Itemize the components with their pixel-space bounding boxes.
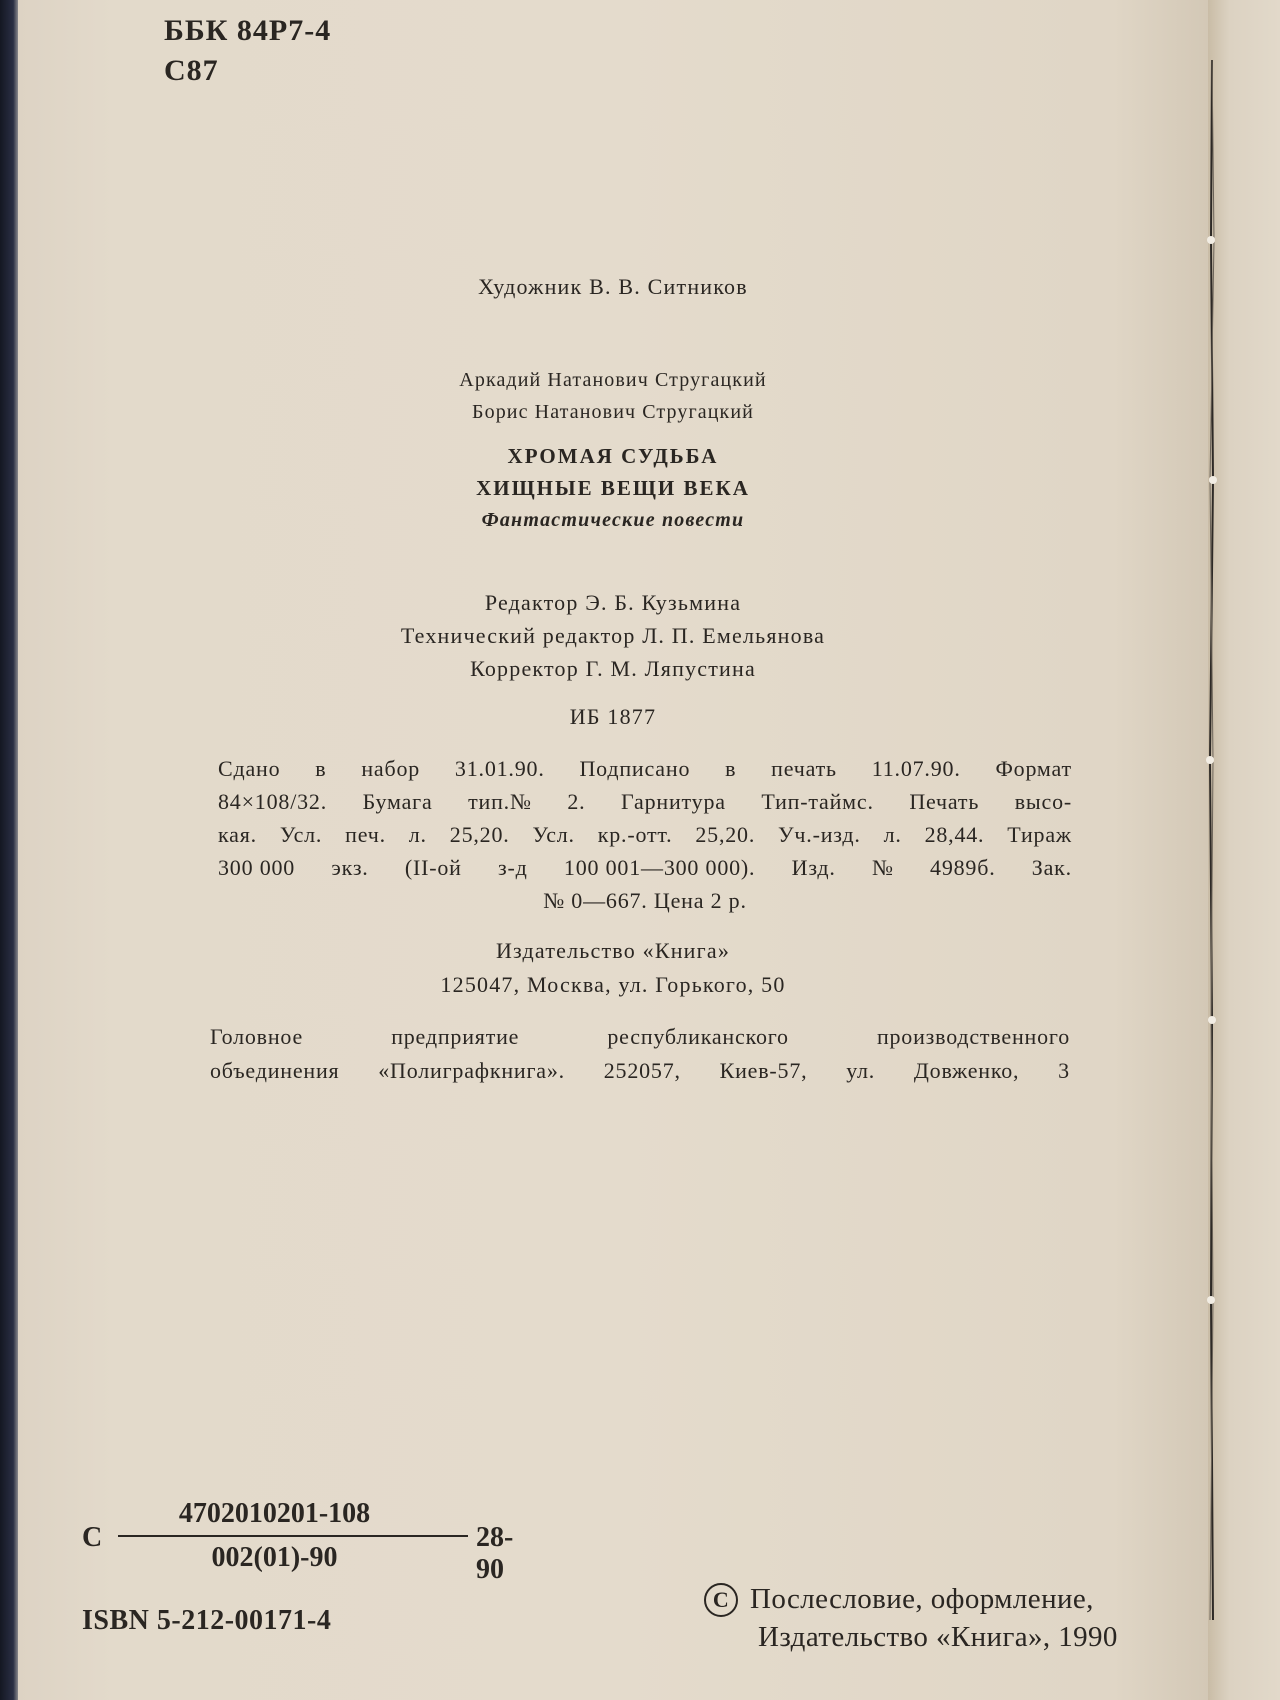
printer-word: производственного bbox=[876, 1024, 1070, 1049]
printer-word: 252057, bbox=[603, 1058, 681, 1083]
ib-number: ИБ 1877 bbox=[569, 704, 657, 729]
binding-thread-icon bbox=[1198, 60, 1226, 1620]
imprint-word: в bbox=[725, 756, 737, 781]
printer-word: Довженко, bbox=[913, 1058, 1020, 1083]
author-mark-code: С87 bbox=[164, 54, 219, 87]
copyright-notice bbox=[704, 1580, 1118, 1656]
isbn: ISBN 5-212-00171-4 bbox=[82, 1605, 332, 1636]
imprint-word: набор bbox=[361, 756, 421, 781]
printer-word: Киев-57, bbox=[719, 1058, 808, 1083]
catalog-index-denominator: 002(01)-90 bbox=[211, 1542, 338, 1573]
imprint-word: № bbox=[871, 855, 894, 880]
copyright-line-2: Издательство «Книга», 1990 bbox=[758, 1621, 1118, 1653]
technical-editor-credit: Технический редактор Л. П. Емельянова bbox=[400, 623, 826, 648]
imprint-word: Сдано bbox=[218, 756, 281, 781]
imprint-line bbox=[218, 785, 1072, 818]
printer-word: Головное bbox=[210, 1024, 304, 1049]
imprint-word: печ. bbox=[345, 822, 386, 847]
imprint-word: Усл. bbox=[279, 822, 323, 847]
printer-word: республиканского bbox=[607, 1024, 789, 1049]
book-subtitle: Фантастические повести bbox=[481, 509, 745, 531]
imprint-word: з-д bbox=[498, 855, 528, 880]
publisher-name: Издательство «Книга» bbox=[495, 938, 731, 963]
imprint-word: в bbox=[315, 756, 327, 781]
imprint-word: Формат bbox=[995, 756, 1072, 781]
copyright-line-1 bbox=[704, 1580, 1118, 1618]
imprint-word: 100 001—300 000). bbox=[563, 855, 756, 880]
imprint-word: Уч.-изд. bbox=[778, 822, 861, 847]
imprint-word: высо- bbox=[1014, 789, 1072, 814]
editor-credit: Редактор Э. Б. Кузьмина bbox=[484, 590, 742, 615]
fraction-bar bbox=[118, 1535, 468, 1537]
imprint-word: (II-ой bbox=[404, 855, 462, 880]
printer-block bbox=[210, 1020, 1070, 1088]
bbk-code: ББК 84Р7-4 bbox=[164, 14, 332, 47]
copyright-icon: C bbox=[704, 1583, 738, 1617]
book-title-1: ХРОМАЯ СУДЬБА bbox=[507, 444, 719, 468]
copyright-text-1: Послесловие, оформление, bbox=[750, 1583, 1094, 1615]
printer-word: предприятие bbox=[391, 1024, 520, 1049]
printer-word: объединения bbox=[210, 1058, 340, 1083]
author-line-1: Аркадий Натанович Стругацкий bbox=[459, 369, 767, 391]
imprint-word: 11.07.90. bbox=[871, 756, 961, 781]
imprint-word: Подписано bbox=[579, 756, 691, 781]
imprint-word: кая. bbox=[218, 822, 257, 847]
imprint-line bbox=[218, 818, 1072, 851]
imprint-order-price: № 0—667. Цена 2 р. bbox=[543, 888, 747, 913]
catalog-index bbox=[82, 1498, 514, 1585]
imprint-word: л. bbox=[883, 822, 902, 847]
imprint-word: 300 000 bbox=[218, 855, 296, 880]
imprint-word: 84×108/32. bbox=[218, 789, 328, 814]
imprint-word: Усл. bbox=[532, 822, 575, 847]
book-page bbox=[18, 0, 1208, 1700]
catalog-index-suffix: 28-90 bbox=[476, 1522, 514, 1585]
imprint-word: Бумага bbox=[362, 789, 433, 814]
imprint-word: 4989б. bbox=[930, 855, 996, 880]
imprint-word: Изд. bbox=[791, 855, 836, 880]
imprint-word: Зак. bbox=[1031, 855, 1072, 880]
imprint-block bbox=[218, 752, 1072, 917]
printer-word: ул. bbox=[846, 1058, 876, 1083]
imprint-word: 25,20. bbox=[695, 822, 756, 847]
printer-word: 3 bbox=[1058, 1058, 1070, 1083]
imprint-word: печать bbox=[771, 756, 837, 781]
imprint-word: кр.-отт. bbox=[597, 822, 673, 847]
illustrator-credit: Художник В. В. Ситников bbox=[478, 274, 748, 299]
catalog-index-numerator: 4702010201-108 bbox=[178, 1498, 371, 1529]
imprint-word: 28,44. bbox=[924, 822, 985, 847]
imprint-line bbox=[218, 851, 1072, 884]
publisher-address: 125047, Москва, ул. Горького, 50 bbox=[440, 972, 786, 997]
catalog-index-letter: С bbox=[82, 1522, 103, 1553]
proofreader-credit: Корректор Г. М. Ляпустина bbox=[470, 656, 756, 681]
imprint-word: Тип-таймс. bbox=[761, 789, 874, 814]
imprint-word: Гарнитура bbox=[621, 789, 726, 814]
imprint-word: Печать bbox=[909, 789, 980, 814]
printer-line bbox=[210, 1054, 1070, 1088]
author-line-2: Борис Натанович Стругацкий bbox=[472, 401, 754, 423]
printer-word: «Полиграфкнига». bbox=[378, 1058, 565, 1083]
imprint-word: тип.№ bbox=[468, 789, 532, 814]
printer-line bbox=[210, 1020, 1070, 1054]
book-title-2: ХИЩНЫЕ ВЕЩИ ВЕКА bbox=[476, 476, 750, 500]
imprint-word: л. bbox=[408, 822, 427, 847]
imprint-word: 2. bbox=[567, 789, 586, 814]
imprint-word: 31.01.90. bbox=[454, 756, 545, 781]
imprint-word: экз. bbox=[331, 855, 369, 880]
imprint-line bbox=[218, 752, 1072, 785]
imprint-word: 25,20. bbox=[449, 822, 510, 847]
imprint-word: Тираж bbox=[1007, 822, 1072, 847]
